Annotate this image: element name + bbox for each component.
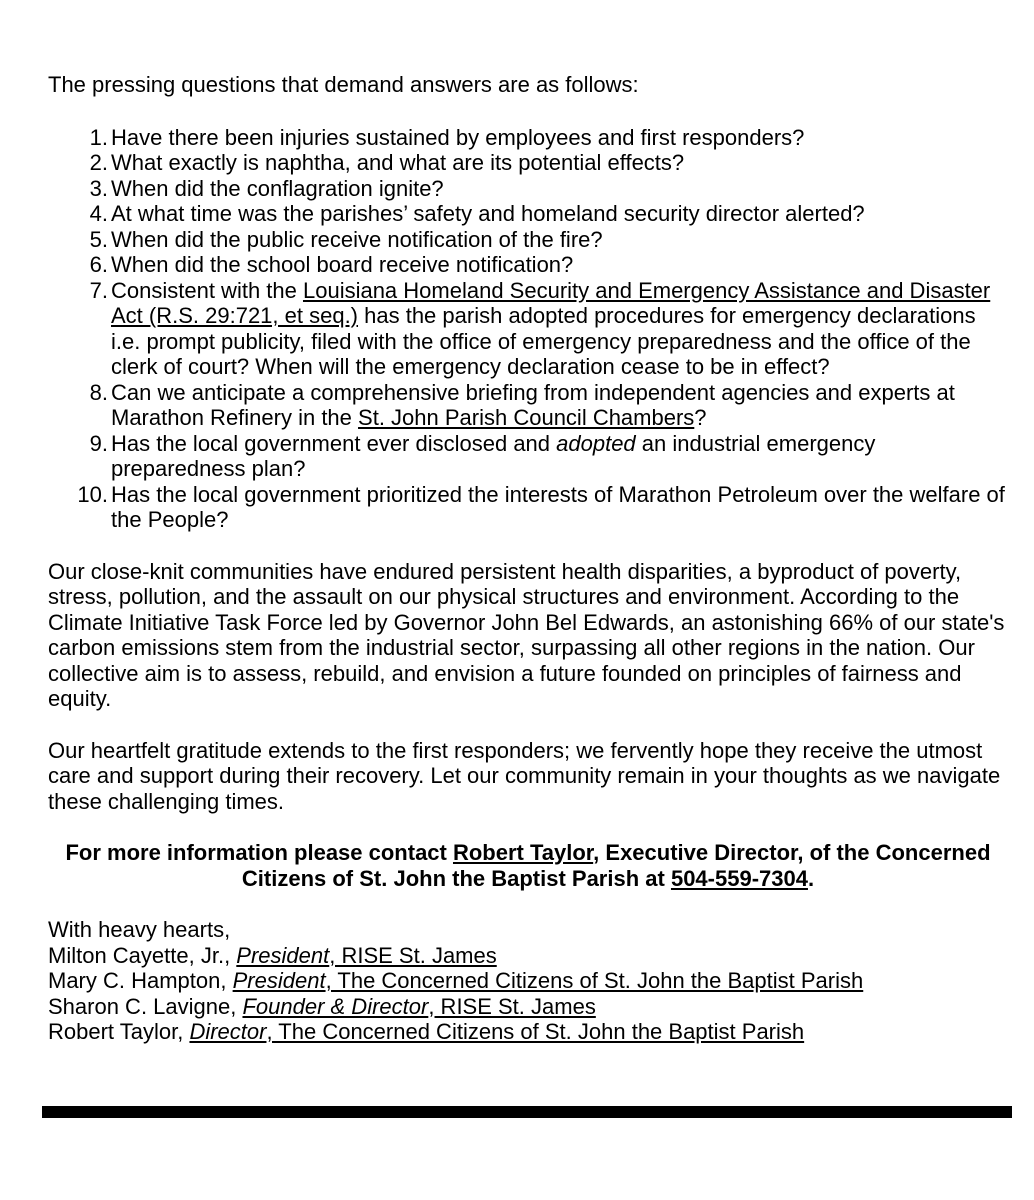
- intro-text: The pressing questions that demand answers are as follows:: [48, 72, 639, 97]
- question-number: 3.: [89, 175, 108, 201]
- council-chambers-link[interactable]: St. John Parish Council Chambers: [358, 405, 695, 430]
- signatory-name: Sharon C. Lavigne,: [48, 993, 243, 1019]
- signatory-name: Mary C. Hampton,: [48, 968, 233, 993]
- question-number: 6.: [89, 252, 108, 277]
- signatory: [48, 968, 1008, 994]
- question-number: 1.: [89, 124, 108, 150]
- question-text: Has the local government prioritized the interests of Marathon Petroleum over the welfare of the People?: [111, 481, 1005, 532]
- signatory-org: , The Concerned Citizens of St. John the Baptist Parish: [266, 1019, 805, 1044]
- question-item: [48, 227, 1008, 253]
- question-text-post: has the parish adopted procedures for emergency declarations i.e. prompt publicity, filed with the office of emergency preparedness and the office of the clerk of court? When will the emergency declaration cease to be in effect?: [111, 303, 976, 379]
- question-text-pre: Consistent with the: [111, 277, 303, 303]
- signatory-title: Director: [189, 1019, 267, 1044]
- question-number: 7.: [89, 277, 108, 303]
- disaster-act-link[interactable]: Louisiana Homeland Security and Emergency Assistance and Disaster Act (R.S. 29:721, et seq.): [111, 277, 991, 328]
- signature-block: [48, 917, 1008, 1045]
- question-number: 2.: [89, 150, 108, 175]
- signatory: [48, 1019, 1008, 1045]
- health-disparities-paragraph: Our close-knit communities have endured persistent health disparities, a byproduct of poverty, stress, pollution, and the assault on our physical structures and environment. According to the Climate Initiative Task Force led by Governor John Bel Edwards, an astonishing 66% of our state's carbon emissions stem from the industrial sector, surpassing all other regions in the nation. Our collective aim is to assess, rebuild, and envision a future founded on principles of fairness and equity.: [48, 558, 1005, 711]
- question-number: 10.: [77, 481, 108, 507]
- signatory-title: President: [232, 968, 326, 993]
- contact-info: [48, 840, 1008, 891]
- question-emphasis: adopted: [556, 430, 636, 456]
- contact-name-link[interactable]: Robert Taylor: [452, 840, 594, 865]
- signatory-org: , RISE St. James: [428, 993, 596, 1019]
- gratitude-paragraph: Our heartfelt gratitude extends to the first responders; we fervently hope they receive the utmost care and support during their recovery. Let our community remain in your thoughts as we navigate these challenging times.: [48, 737, 1001, 814]
- question-text: When did the school board receive notification?: [111, 252, 574, 277]
- signatory-org: , The Concerned Citizens of St. John the Baptist Parish: [325, 968, 864, 993]
- contact-pre: For more information please contact: [65, 840, 453, 865]
- question-item: [48, 431, 1008, 482]
- question-number: 8.: [89, 379, 108, 405]
- question-item: [48, 252, 1008, 278]
- question-item: [48, 201, 1008, 227]
- question-text: When did the public receive notification of the fire?: [111, 226, 603, 252]
- question-text-pre: Has the local government ever disclosed and: [111, 430, 557, 456]
- question-text-post: an industrial emergency preparedness plan?: [111, 430, 876, 481]
- questions-list: [48, 125, 1008, 533]
- signatory-org: , RISE St. James: [329, 942, 497, 968]
- question-item: [48, 150, 1008, 176]
- contact-mid: , Executive Director, of the Concerned Citizens of St. John the Baptist Parish at: [241, 840, 991, 891]
- contact-post: .: [807, 865, 815, 891]
- signatory: [48, 943, 1008, 969]
- question-number: 9.: [89, 430, 108, 456]
- question-text: At what time was the parishes’ safety and homeland security director alerted?: [111, 201, 865, 226]
- question-number: 5.: [89, 226, 108, 252]
- question-text: Have there been injuries sustained by employees and first responders?: [111, 124, 805, 150]
- signatory-name: Milton Cayette, Jr.,: [48, 942, 237, 968]
- signatory-title: Founder & Director: [242, 993, 429, 1019]
- question-item: [48, 125, 1008, 151]
- question-text-pre: Can we anticipate a comprehensive briefing from independent agencies and experts at Marathon Refinery in the: [111, 379, 955, 430]
- document-body: [48, 72, 1008, 1045]
- question-number: 4.: [89, 201, 108, 226]
- contact-phone-link[interactable]: 504-559-7304: [670, 865, 808, 891]
- bottom-divider: [42, 1106, 1012, 1118]
- question-item: [48, 176, 1008, 202]
- question-item: [48, 380, 1008, 431]
- question-text: When did the conflagration ignite?: [111, 175, 444, 201]
- signatory-name: Robert Taylor,: [48, 1019, 190, 1044]
- signatory: [48, 994, 1008, 1020]
- question-text: What exactly is naphtha, and what are its potential effects?: [111, 150, 685, 175]
- question-text-post: ?: [694, 405, 707, 430]
- question-item: [48, 482, 1008, 533]
- signatory-title: President: [236, 942, 330, 968]
- question-item: [48, 278, 1008, 380]
- closing-line: With heavy hearts,: [48, 917, 231, 942]
